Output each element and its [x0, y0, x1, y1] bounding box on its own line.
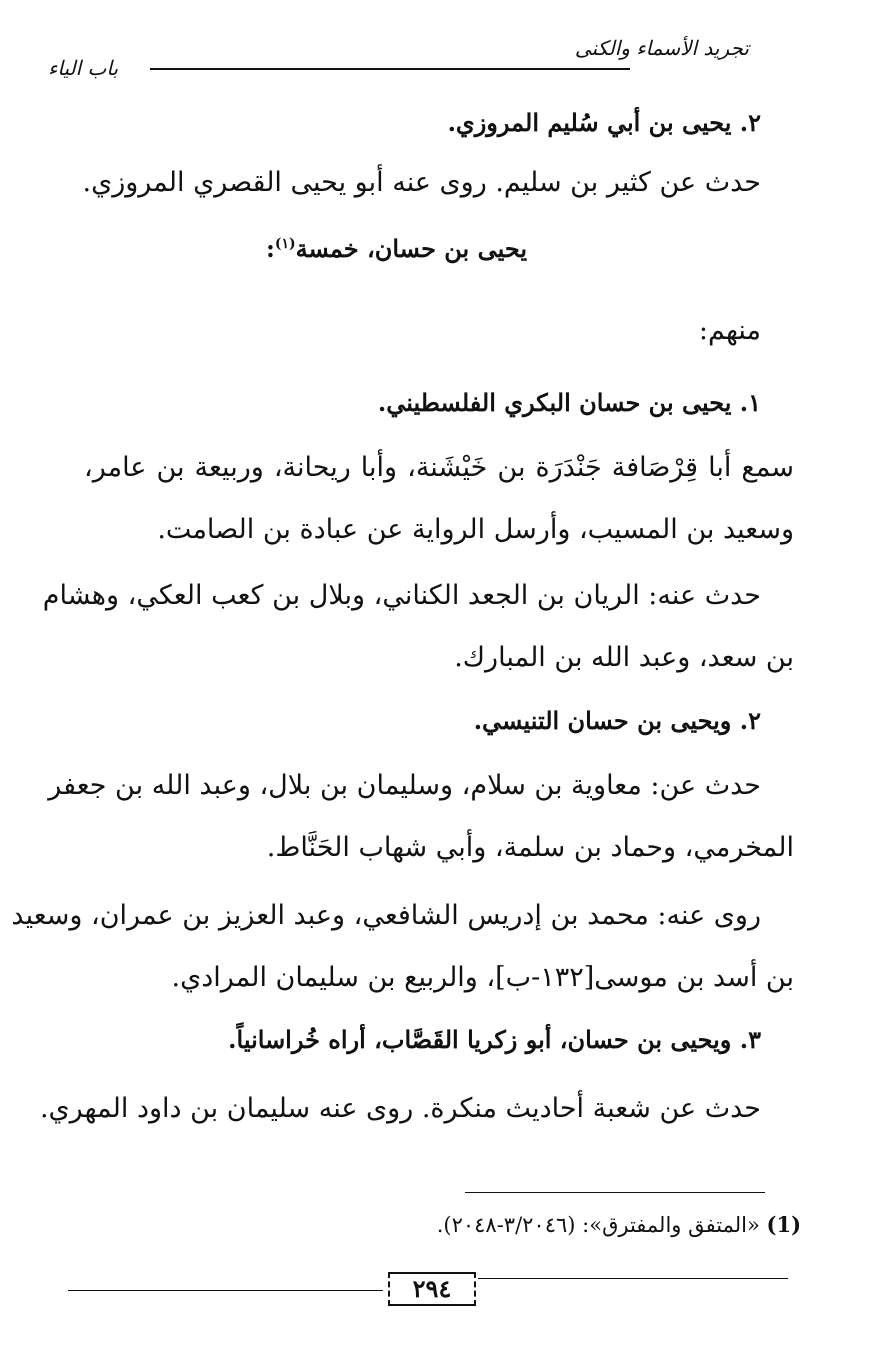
paragraph-line: بن أسد بن موسى[١٣٢-ب]، والربيع بن سليمان المرادي. — [171, 962, 794, 993]
footnote-text: «المتفق والمفترق»: (٣/٢٠٤٦-٢٠٤٨). — [436, 1213, 760, 1237]
header-rule — [150, 68, 630, 70]
footnote-number: (1) — [766, 1212, 801, 1237]
entry-heading: ١. يحيى بن حسان البكري الفلسطيني. — [377, 388, 761, 417]
paragraph-line: بن سعد، وعبد الله بن المبارك. — [454, 642, 794, 673]
entry-heading: ٢. يحيى بن أبي سُليم المروزي. — [447, 108, 761, 137]
footnote — [437, 1212, 801, 1237]
paragraph-line: حدث عن: معاوية بن سلام، وسليمان بن بلال، وعبد الله بن جعفر — [48, 770, 761, 801]
paragraph-line: روى عنه: محمد بن إدريس الشافعي، وعبد العزيز بن عمران، وسعيد — [11, 900, 761, 931]
group-heading-colon: : — [266, 234, 275, 263]
footer-rule-right — [478, 1278, 788, 1279]
paragraph-line: حدث عنه: الريان بن الجعد الكناني، وبلال بن كعب العكي، وهشام — [42, 580, 761, 611]
footnote-separator — [465, 1192, 765, 1193]
footnote-marker: (١) — [274, 236, 296, 252]
paragraph-line: حدث عن شعبة أحاديث منكرة. روى عنه سليمان بن داود المهري. — [39, 1093, 761, 1124]
paragraph-line: وسعيد بن المسيب، وأرسل الرواية عن عبادة بن الصامت. — [157, 514, 794, 545]
entry-heading: ٢. ويحيى بن حسان التنيسي. — [473, 706, 761, 735]
page-number: ٢٩٤ — [388, 1272, 476, 1306]
paragraph-line: سمع أبا قِرْصَافة جَنْدَرَة بن خَيْشَنة، وأبا ريحانة، وربيعة بن عامر، — [84, 452, 794, 483]
entry-heading: ٣. ويحيى بن حسان، أبو زكريا القَصَّاب، أراه خُراسانياً. — [228, 1025, 761, 1054]
group-heading-text: يحيى بن حسان، خمسة — [295, 234, 527, 263]
chapter-title: باب الياء — [48, 56, 119, 80]
footer-rule-left — [68, 1290, 383, 1291]
among-them: منهم: — [698, 315, 761, 346]
group-heading — [266, 234, 527, 263]
paragraph-line: المخرمي، وحماد بن سلمة، وأبي شهاب الحَنَّاط. — [266, 832, 794, 863]
paragraph: حدث عن كثير بن سليم. روى عنه أبو يحيى القصري المروزي. — [82, 167, 761, 198]
running-title: تجريد الأسماء والكنى — [574, 36, 749, 60]
